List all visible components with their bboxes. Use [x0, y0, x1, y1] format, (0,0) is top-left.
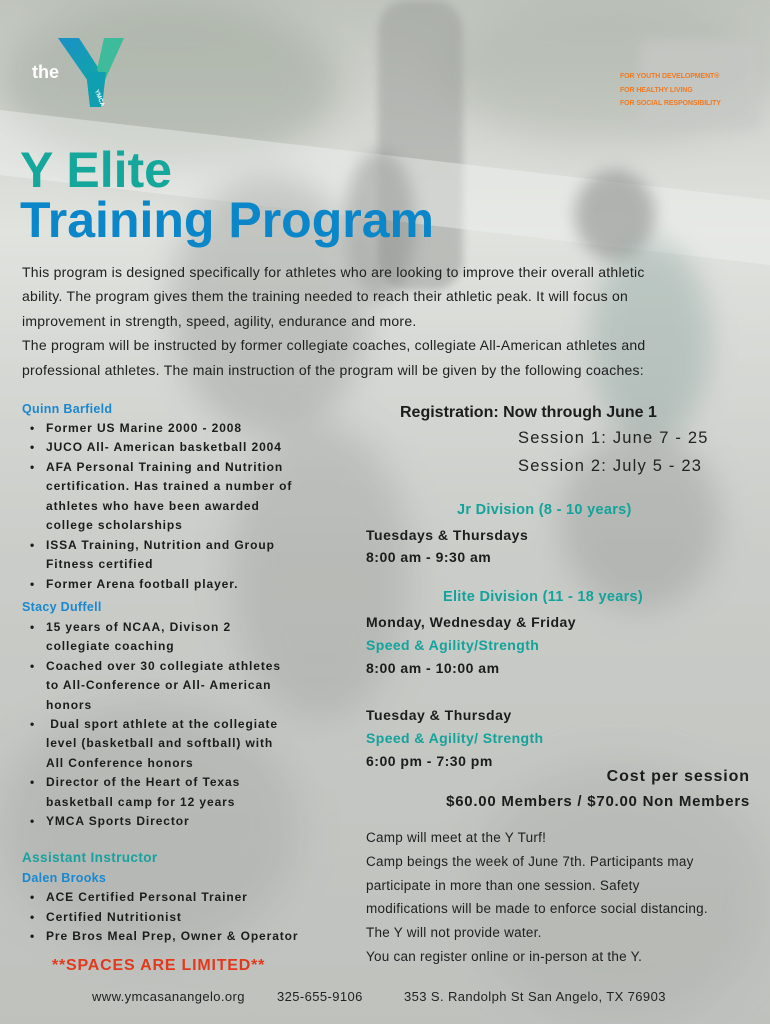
- elite-schedule-time: 6:00 pm - 7:30 pm: [366, 753, 493, 769]
- elite-schedule-focus: Speed & Agility/ Strength: [366, 730, 544, 746]
- title-training-program: Training Program: [20, 192, 434, 248]
- assistant-name: Dalen Brooks: [22, 871, 107, 885]
- camp-info-line: participate in more than one session. Safety: [366, 877, 640, 893]
- bullet-text: All Conference honors: [46, 755, 194, 770]
- bullet-text: certification. Has trained a number of: [46, 479, 293, 494]
- elite-schedule-time: 8:00 am - 10:00 am: [366, 660, 500, 676]
- bullet-text: athletes who have been awarded: [46, 498, 260, 513]
- camp-info-line: Camp will meet at the Y Turf!: [366, 830, 547, 845]
- title-y-elite: Y Elite: [20, 142, 172, 198]
- bullet-text: • Certified Nutritionist: [46, 909, 182, 924]
- bullet-text: basketball camp for 12 years: [46, 794, 236, 809]
- logo-ymca-text: YMCA: [92, 88, 106, 108]
- cost-prices: $60.00 Members / $70.00 Non Members: [446, 793, 750, 810]
- camp-info-line: The Y will not provide water.: [366, 925, 542, 941]
- intro-line: professional athletes. The main instruction of the program will be given by the following coaches:: [22, 361, 644, 378]
- bullet-item: [22, 458, 292, 536]
- camp-info-line: Camp beings the week of June 7th. Participants may: [366, 853, 694, 869]
- bullet-item: [22, 618, 281, 657]
- session-dates: Session 1: June 7 - 25: [518, 429, 709, 447]
- coach-name: Stacy Duffell: [22, 600, 102, 615]
- credentials-list: [22, 419, 292, 594]
- bullet-text: • Former US Marine 2000 - 2008: [46, 420, 242, 435]
- bullet-item: [22, 536, 292, 575]
- session-dates: Session 2: July 5 - 23: [518, 457, 703, 475]
- bullet-text: • Former Arena football player.: [46, 576, 239, 591]
- bullet-text: • Coached over 30 collegiate athletes: [46, 658, 281, 673]
- bullet-text: • YMCA Sports Director: [46, 814, 190, 829]
- logo-the-text: the: [32, 62, 59, 82]
- bullet-item: [22, 715, 281, 773]
- bullet-text: to All-Conference or All- American: [46, 678, 272, 693]
- bullet-text: • AFA Personal Training and Nutrition: [46, 459, 284, 474]
- bullet-item: [22, 438, 292, 457]
- bullet-item: [22, 773, 281, 812]
- bullet-text: • JUCO All- American basketball 2004: [46, 440, 282, 455]
- camp-info-line: modifications will be made to enforce social distancing.: [366, 901, 708, 917]
- intro-paragraph: [22, 260, 645, 382]
- bullet-text: collegiate coaching: [46, 639, 175, 654]
- intro-line: This program is designed specifically for athletes who are looking to improve their overall athletic: [22, 264, 645, 280]
- ymca-logo: [28, 32, 128, 112]
- bullet-text: college scholarships: [46, 518, 183, 533]
- bullet-text: • Dual sport athlete at the collegiate: [46, 717, 279, 732]
- camp-info-paragraph: [366, 826, 708, 969]
- credentials-list: [22, 618, 281, 832]
- bullet-item: [22, 908, 298, 927]
- jr-division-heading: Jr Division (8 - 10 years): [457, 502, 632, 518]
- tagline-line: FOR SOCIAL RESPONSIBILITY: [620, 100, 721, 107]
- ymca-tagline: [620, 70, 721, 111]
- bullet-item: [22, 575, 292, 594]
- jr-division-time: 8:00 am - 9:30 am: [366, 549, 492, 565]
- bullet-text: • 15 years of NCAA, Divison 2: [46, 619, 232, 634]
- bullet-text: • Director of the Heart of Texas: [46, 775, 241, 790]
- elite-schedule-days: Tuesday & Thursday: [366, 707, 512, 723]
- intro-line: The program will be instructed by former collegiate coaches, collegiate All-American athletes and: [22, 337, 646, 354]
- coach-stacy-duffell: [22, 598, 281, 831]
- registration-heading: Registration: Now through June 1: [400, 404, 657, 421]
- assistant-instructor-section: [22, 847, 298, 947]
- bullet-text: level (basketball and softball) with: [46, 736, 274, 751]
- footer-website: www.ymcasanangelo.org: [92, 989, 245, 1004]
- tagline-line: FOR YOUTH DEVELOPMENT®: [620, 73, 720, 80]
- elite-schedule-days: Monday, Wednesday & Friday: [366, 614, 577, 630]
- bullet-item: [22, 927, 298, 946]
- bullet-text: • ACE Certified Personal Trainer: [46, 890, 248, 905]
- coach-quinn-barfield: [22, 400, 292, 595]
- bullet-item: [22, 888, 298, 907]
- camp-info-line: You can register online or in-person at the Y.: [366, 948, 643, 964]
- bullet-text: • Pre Bros Meal Prep, Owner & Operator: [46, 929, 299, 944]
- intro-line: ability. The program gives them the training needed to reach their athletic peak. It will focus on: [22, 288, 629, 305]
- footer-phone: 325-655-9106: [277, 989, 363, 1004]
- tagline-line: FOR HEALTHY LIVING: [620, 86, 693, 94]
- coach-name: Quinn Barfield: [22, 401, 113, 416]
- credentials-list: [22, 888, 298, 946]
- bullet-text: Fitness certified: [46, 557, 154, 572]
- footer-address: 353 S. Randolph St San Angelo, TX 76903: [404, 989, 666, 1004]
- elite-schedule-focus: Speed & Agility/Strength: [366, 637, 540, 653]
- intro-line: improvement in strength, speed, agility, endurance and more.: [22, 312, 417, 329]
- assistant-instructor-heading: Assistant Instructor: [22, 850, 158, 865]
- bullet-text: • ISSA Training, Nutrition and Group: [46, 537, 275, 552]
- bullet-text: honors: [46, 697, 93, 712]
- elite-division-heading: Elite Division (11 - 18 years): [443, 589, 644, 605]
- cost-heading: Cost per session: [606, 768, 750, 785]
- jr-division-days: Tuesdays & Thursdays: [366, 527, 529, 543]
- bullet-item: [22, 419, 292, 438]
- bullet-item: [22, 812, 281, 831]
- spaces-limited-notice: **SPACES ARE LIMITED**: [52, 957, 266, 974]
- bullet-item: [22, 657, 281, 715]
